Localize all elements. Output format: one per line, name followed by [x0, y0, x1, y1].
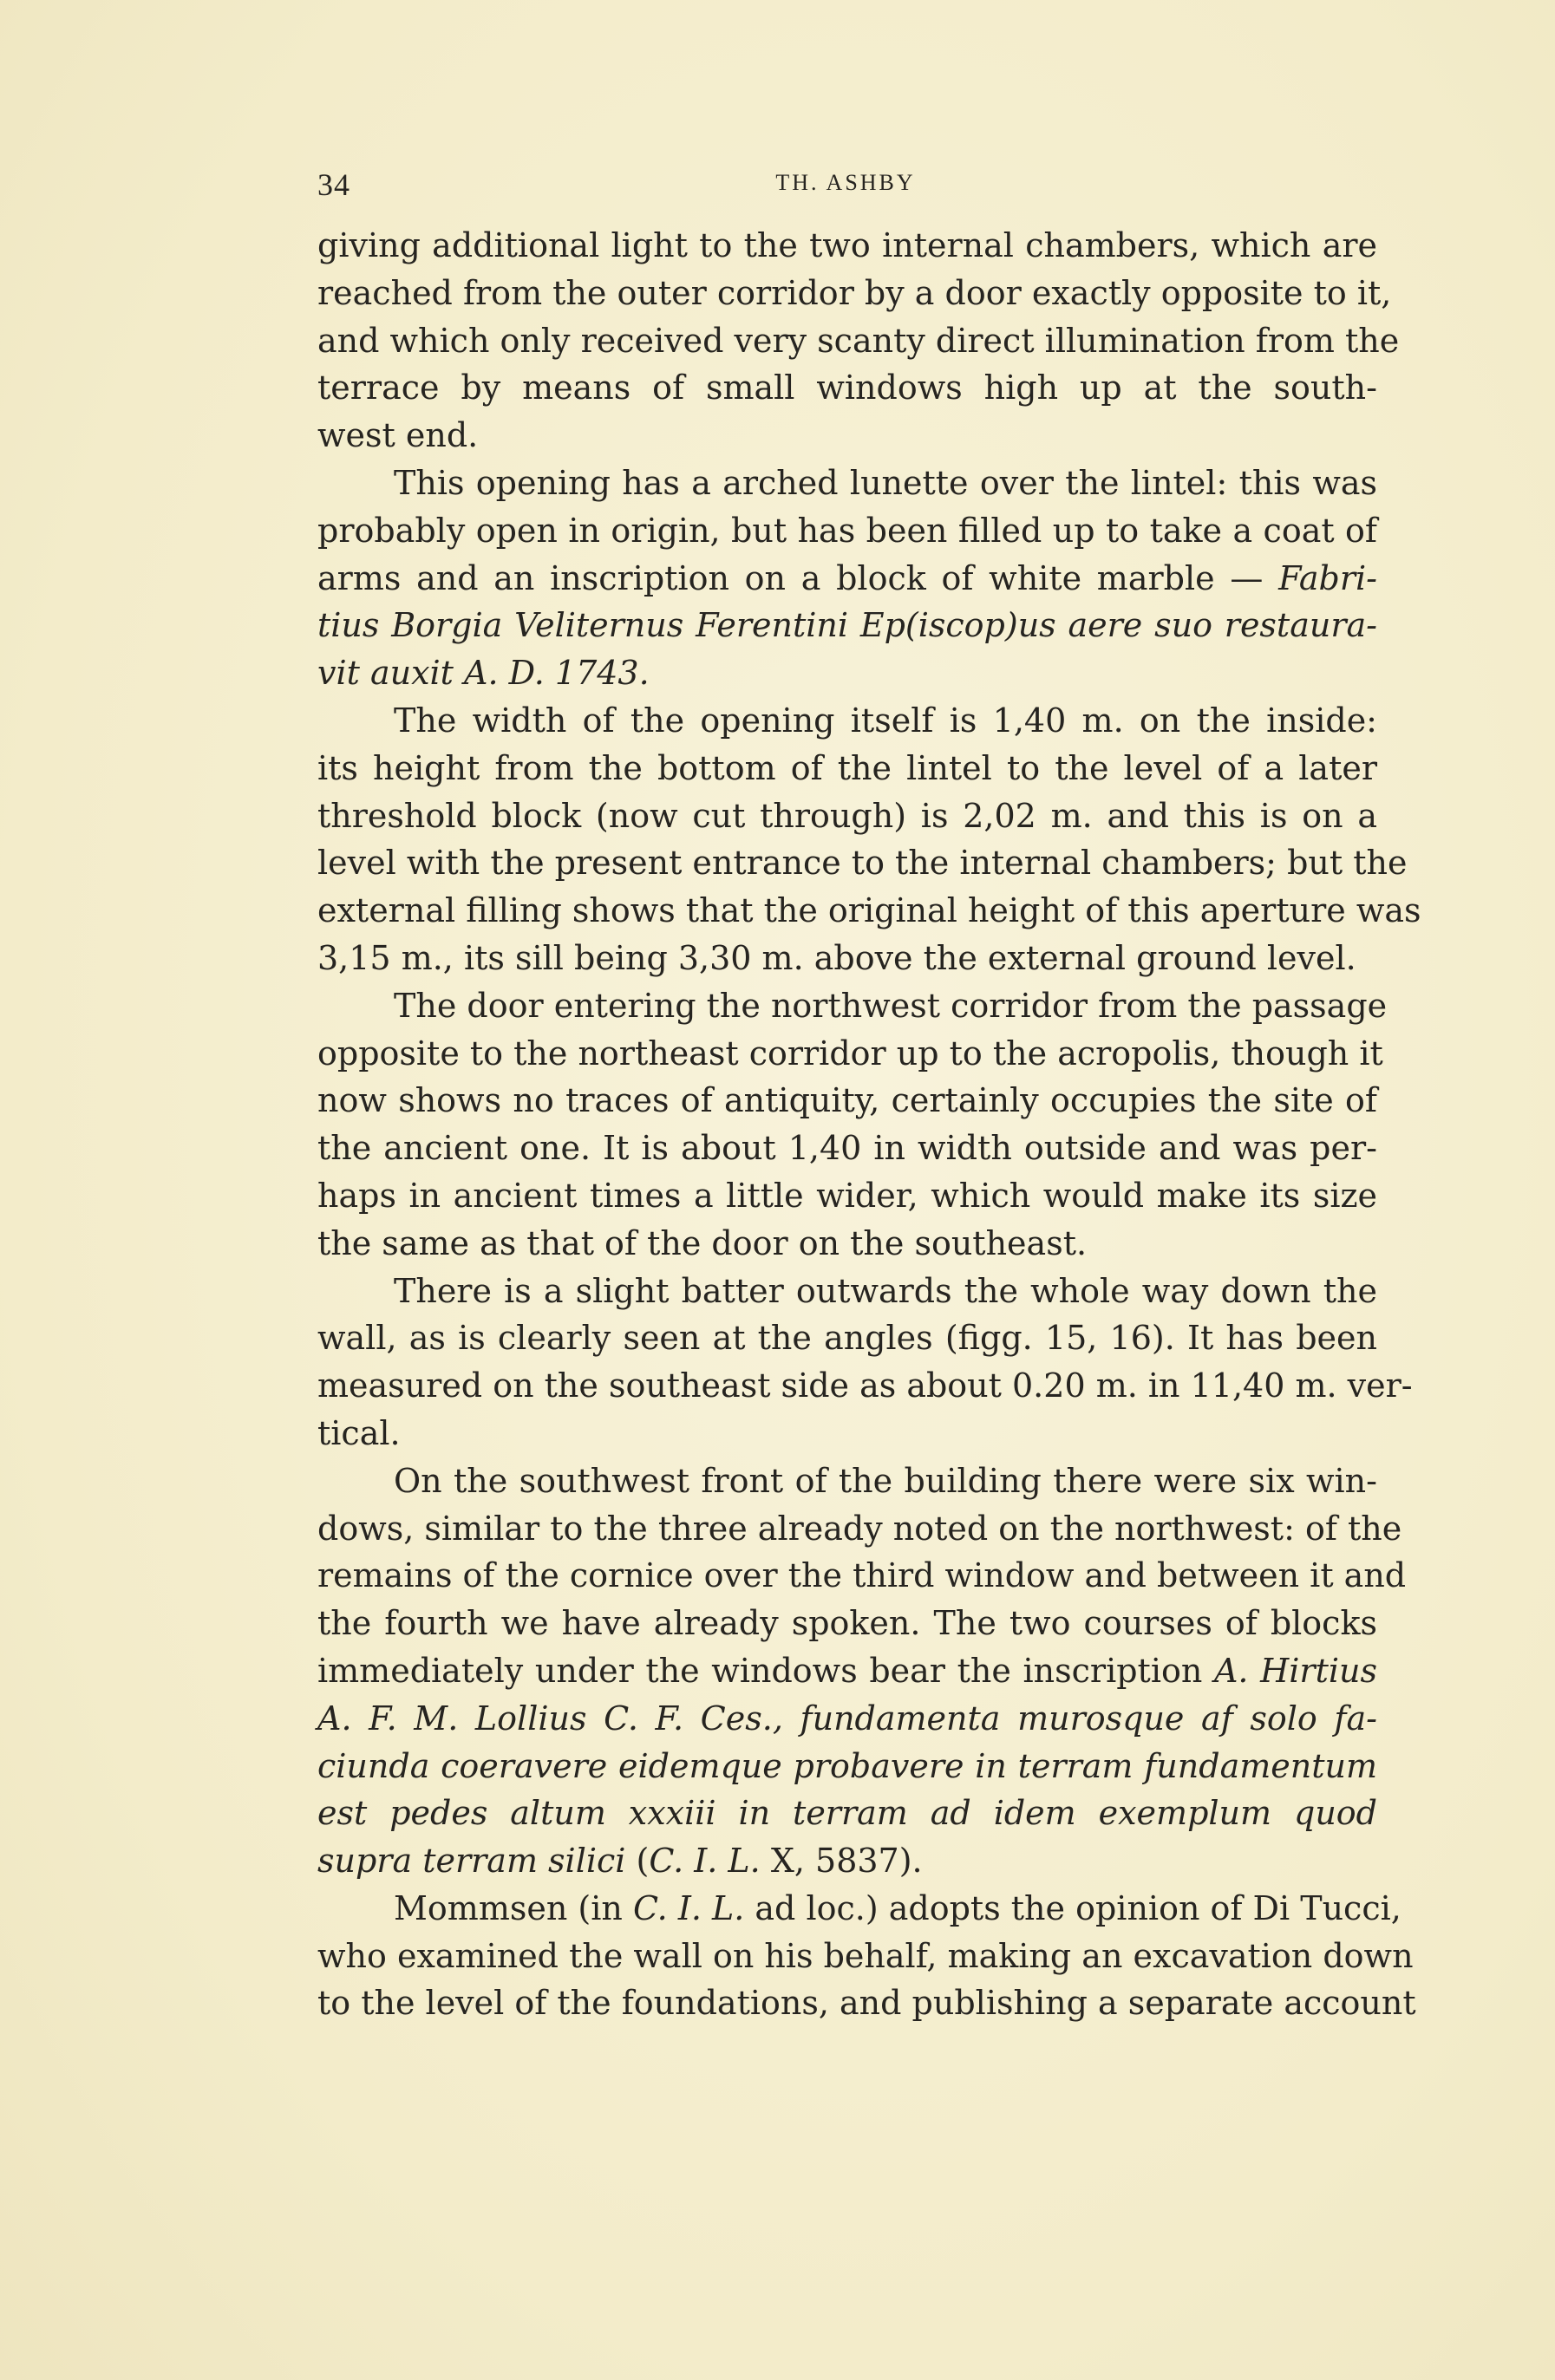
- text-line: [317, 555, 1377, 603]
- text-line: level with the present entrance to the internal chambers; but the: [317, 844, 1408, 883]
- text-line: 3,15 m., its sill being 3,30 m. above the external ground level.: [317, 938, 1356, 977]
- italic-segment: A. Hirtius: [1213, 1651, 1377, 1690]
- text-line: [317, 602, 1377, 649]
- text-segment: X, 5837).: [760, 1842, 923, 1881]
- text-line: west end.: [317, 416, 479, 455]
- text-segment: immediately under the windows bear the inscription: [317, 1651, 1214, 1690]
- text-line: This opening has a arched lunette over the lintel: this was: [394, 463, 1377, 502]
- text-line: [317, 1790, 1377, 1837]
- text-line: the fourth we have already spoken. The two courses of blocks: [317, 1604, 1377, 1643]
- italic-segment: est pedes altum xxxiii in terram ad idem exemplum quod: [317, 1794, 1377, 1833]
- text-line: [317, 1885, 1401, 1933]
- text-line: There is a slight batter outwards the whole way down the: [394, 1271, 1377, 1310]
- text-line: remains of the cornice over the third window and between it and: [317, 1556, 1407, 1595]
- text-line: who examined the wall on his behalf, making an excavation down: [317, 1936, 1414, 1975]
- text-line: On the southwest front of the building there were six win-: [394, 1461, 1377, 1500]
- text-line: [317, 1695, 1377, 1743]
- italic-segment: A. F. M. Lollius C. F. Ces., fundamenta murosque af solo fa-: [317, 1699, 1377, 1738]
- text-line: The door entering the northwest corridor from the passage: [394, 986, 1388, 1025]
- italic-segment: C. I. L.: [649, 1842, 761, 1881]
- text-line: reached from the outer corridor by a door exactly opposite to it,: [317, 273, 1392, 312]
- running-title: TH. ASHBY: [775, 170, 916, 195]
- italic-segment: supra terram silici: [317, 1842, 626, 1881]
- text-line: tical.: [317, 1413, 401, 1452]
- page-number: 34: [317, 167, 350, 202]
- text-line: its height from the bottom of the lintel to the level of a later: [317, 748, 1377, 787]
- text-line: giving additional light to the two internal chambers, which are: [317, 226, 1377, 264]
- text-line: The width of the opening itself is 1,40 m. on the inside:: [394, 701, 1377, 740]
- text-line: now shows no traces of antiquity, certainly occupies the site of: [317, 1081, 1377, 1120]
- italic-segment: C. I. L.: [632, 1888, 745, 1927]
- italic-segment: ciunda coeravere eidemque probavere in terram fundamentum: [317, 1746, 1377, 1785]
- text-line: and which only received very scanty direct illumination from the: [317, 321, 1400, 360]
- text-line: probably open in origin, but has been filled up to take a coat of: [317, 511, 1377, 550]
- text-line: haps in ancient times a little wider, which would make its size: [317, 1176, 1377, 1215]
- text-line: to the level of the foundations, and publishing a separate account: [317, 1984, 1416, 2023]
- text-line: [317, 1647, 1377, 1695]
- text-line: terrace by means of small windows high up at the south-: [317, 368, 1377, 408]
- text-line: [317, 1837, 1377, 1885]
- text-segment: (: [625, 1842, 650, 1881]
- text-line: [317, 1743, 1377, 1790]
- text-line: wall, as is clearly seen at the angles (figg. 15, 16). It has been: [317, 1319, 1377, 1358]
- text-line: the ancient one. It is about 1,40 in width outside and was per-: [317, 1129, 1377, 1168]
- text-line: the same as that of the door on the southeast.: [317, 1223, 1088, 1262]
- italic-segment: tius Borgia Veliternus Ferentini Ep(iscop)us aere suo restaura-: [317, 606, 1377, 645]
- text-line: external filling shows that the original height of this aperture was: [317, 891, 1421, 930]
- body-text: [317, 222, 1421, 2027]
- text-line: measured on the southeast side as about 0.20 m. in 11,40 m. ver-: [317, 1366, 1413, 1405]
- running-head: [317, 166, 1374, 201]
- text-segment: arms and an inscription on a block of white marble —: [317, 558, 1279, 597]
- text-segment: ad loc.) adopts the opinion of Di Tucci,: [744, 1888, 1401, 1927]
- italic-segment: vit auxit A. D. 1743.: [317, 654, 650, 693]
- text-segment: Mommsen (in: [394, 1888, 633, 1927]
- text-line: opposite to the northeast corridor up to the acropolis, though it: [317, 1034, 1383, 1073]
- text-line: threshold block (now cut through) is 2,02 m. and this is on a: [317, 796, 1377, 835]
- text-line: [317, 649, 1377, 697]
- italic-segment: Fabri-: [1278, 558, 1377, 597]
- text-line: dows, similar to the three already noted on the northwest: of the: [317, 1509, 1402, 1548]
